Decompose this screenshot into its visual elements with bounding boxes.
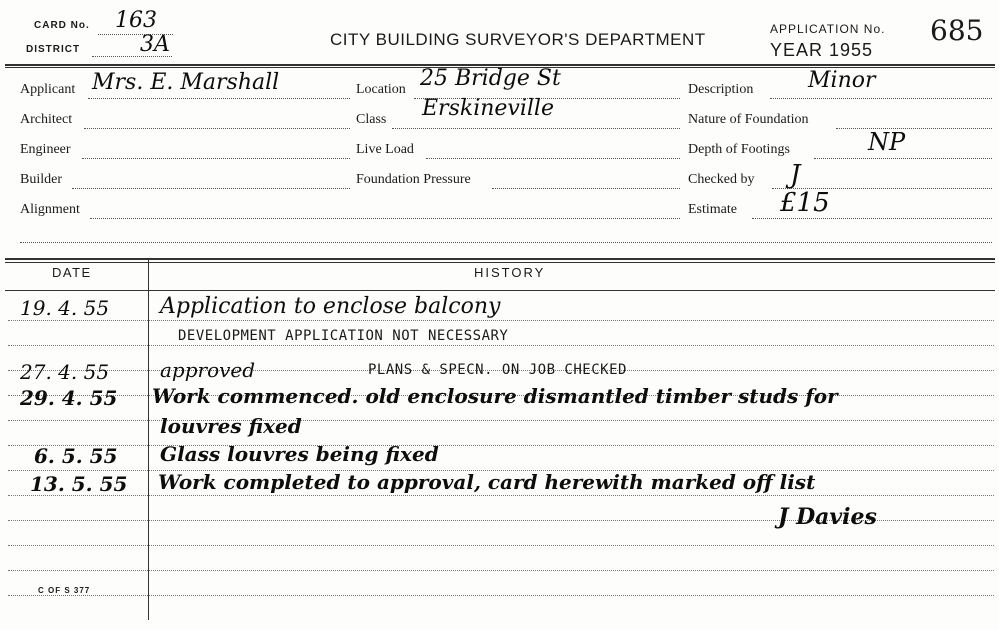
entry-date: 6. 5. 55 [34, 444, 118, 468]
location-value: 25 Bridge St [420, 66, 561, 91]
applicant-value: Mrs. E. Marshall [92, 70, 280, 95]
entry-date: 27. 4. 55 [20, 360, 110, 384]
history-column-divider [148, 260, 149, 620]
description-line [770, 98, 992, 99]
history-row-line [8, 420, 994, 421]
entry-stamp: PLANS & SPECN. ON JOB CHECKED [368, 362, 627, 378]
history-row-line [8, 445, 994, 446]
estimate-line [752, 218, 992, 219]
foundation-pressure-label: Foundation Pressure [356, 172, 471, 187]
date-header: DATE [52, 265, 92, 280]
history-row-line [8, 320, 994, 321]
applicant-line [88, 98, 350, 99]
application-no-label: APPLICATION No. [770, 22, 886, 36]
form-code: C OF S 377 [38, 586, 91, 595]
entry-date: 13. 5. 55 [30, 472, 128, 496]
history-row-line [8, 495, 994, 496]
depth-of-footings-label: Depth of Footings [688, 142, 790, 157]
builder-label: Builder [20, 172, 62, 187]
description-label: Description [688, 82, 754, 97]
entry-text: Work commenced. old enclosure dismantled timber studs for [152, 384, 838, 408]
application-no-value: 685 [930, 14, 984, 47]
entry-text: Glass louvres being fixed [160, 442, 439, 466]
nature-of-foundation-line [836, 128, 992, 129]
engineer-label: Engineer [20, 142, 71, 157]
entry-date: 29. 4. 55 [20, 386, 118, 410]
history-row-line [8, 345, 994, 346]
depth-of-footings-value: NP [868, 128, 906, 156]
history-row-line [8, 545, 994, 546]
applicant-label: Applicant [20, 82, 76, 97]
district-value: 3A [140, 32, 170, 57]
nature-of-foundation-label: Nature of Foundation [688, 112, 809, 127]
architect-line [84, 128, 350, 129]
foundation-pressure-line [492, 188, 680, 189]
blank-line [20, 242, 992, 243]
architect-label: Architect [20, 112, 73, 127]
location-label: Location [356, 82, 406, 97]
year-label: YEAR 1955 [770, 40, 874, 60]
class-label: Class [356, 112, 387, 127]
checked-by-label: Checked by [688, 172, 755, 187]
history-rule-top [5, 258, 995, 260]
alignment-line [90, 218, 680, 219]
history-header: HISTORY [474, 265, 546, 280]
checked-by-value: J [790, 160, 801, 190]
entry-date: 19. 4. 55 [20, 296, 110, 320]
class-line [392, 128, 680, 129]
history-row-line [8, 570, 994, 571]
entry-stamp-text: DEVELOPMENT APPLICATION NOT NECESSARY [178, 328, 509, 344]
estimate-value: £15 [780, 188, 830, 218]
alignment-label: Alignment [20, 202, 80, 217]
entry-text: approved [160, 358, 256, 382]
live-load-line [426, 158, 680, 159]
description-value: Minor [808, 68, 876, 93]
history-header-rule [5, 290, 995, 291]
department-title: CITY BUILDING SURVEYOR'S DEPARTMENT [330, 30, 706, 49]
card-no-label: CARD No. [34, 20, 90, 31]
card-no-value: 163 [115, 8, 157, 33]
live-load-label: Live Load [356, 142, 414, 157]
engineer-line [82, 158, 350, 159]
history-rule-top-2 [5, 262, 995, 263]
class-value: Erskineville [422, 96, 554, 121]
signature: J Davies [778, 504, 877, 530]
entry-text: louvres fixed [160, 414, 302, 438]
builder-line [72, 188, 350, 189]
estimate-label: Estimate [688, 202, 737, 217]
entry-text: Application to enclose balcony [160, 294, 501, 319]
entry-text: Work completed to approval, card herewith marked off list [158, 470, 816, 494]
depth-of-footings-line [814, 158, 992, 159]
district-label: DISTRICT [26, 44, 81, 55]
history-row-line [8, 595, 994, 596]
